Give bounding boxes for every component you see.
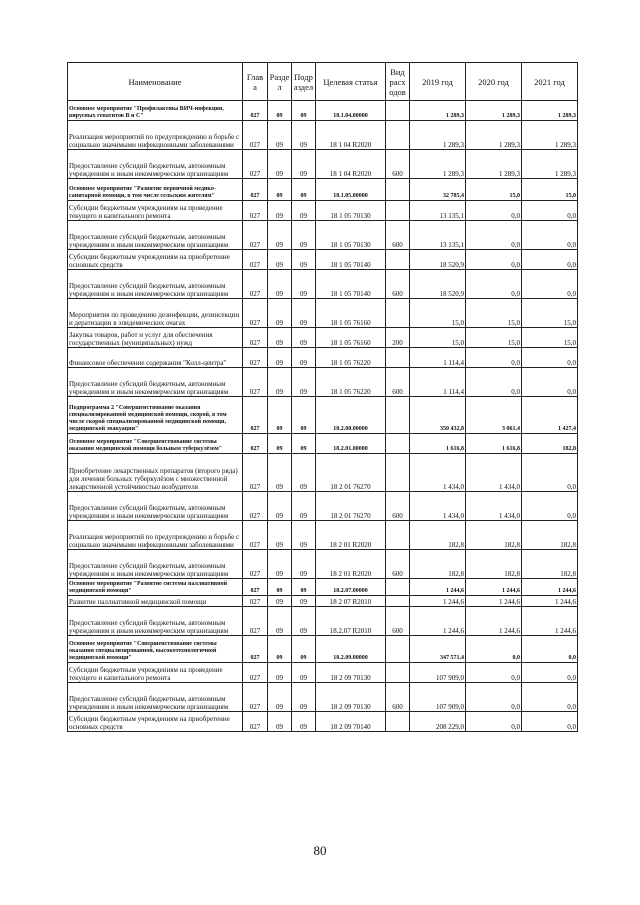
cell-name: Предоставление субсидий бюджетным, автономным учреждениям и иным некоммерческим организациям	[68, 221, 243, 250]
cell-razdel: 09	[268, 607, 292, 636]
cell-podrazdel: 09	[292, 607, 316, 636]
cell-podrazdel: 09	[292, 397, 316, 434]
cell-razdel: 09	[268, 596, 292, 607]
cell-vid: 600	[386, 150, 410, 179]
table-row	[68, 579, 578, 596]
cell-2020: 15,0	[466, 179, 522, 201]
cell-vid	[386, 121, 410, 150]
cell-2021: 1 244,6	[522, 596, 578, 607]
cell-podrazdel: 09	[292, 712, 316, 732]
cell-2020: 1 434,0	[466, 454, 522, 492]
cell-2019: 107 909,0	[410, 683, 466, 712]
cell-razdel: 09	[268, 348, 292, 368]
cell-glava: 027	[243, 201, 268, 221]
cell-2019: 182,8	[410, 521, 466, 550]
cell-2019: 1 114,4	[410, 368, 466, 397]
cell-vid	[386, 712, 410, 732]
cell-target: 18.2.01.00000	[316, 434, 386, 454]
cell-2021: 0,0	[522, 348, 578, 368]
cell-podrazdel: 09	[292, 683, 316, 712]
cell-2021: 1 289,3	[522, 101, 578, 121]
table-body	[68, 101, 578, 732]
cell-glava: 027	[243, 663, 268, 683]
table-row	[68, 179, 578, 201]
cell-2020: 1 616,8	[466, 434, 522, 454]
cell-target: 18.2.07 R2010	[316, 607, 386, 636]
cell-name: Мероприятия по проведению дезинфекции, дезинсекции и дератизации в эпидемических очагах	[68, 299, 243, 328]
cell-name: Предоставление субсидий бюджетным, автономным учреждениям и иным некоммерческим организациям	[68, 683, 243, 712]
cell-podrazdel: 09	[292, 368, 316, 397]
cell-vid: 600	[386, 607, 410, 636]
cell-razdel: 09	[268, 521, 292, 550]
table-row	[68, 368, 578, 397]
cell-glava: 027	[243, 712, 268, 732]
cell-2020: 3 061,4	[466, 397, 522, 434]
cell-2019: 15,0	[410, 328, 466, 348]
cell-name: Подпрограмма 2 "Совершенствование оказания специализированной медицинской помощи, скорой, в том числе скорой специализированной медицинской помощи, медицинской эвакуации"	[68, 397, 243, 434]
cell-glava: 027	[243, 101, 268, 121]
cell-glava: 027	[243, 250, 268, 270]
cell-name: Основное мероприятие "Развитие системы паллиативной медицинской помощи"	[68, 579, 243, 596]
cell-podrazdel: 09	[292, 454, 316, 492]
cell-podrazdel: 09	[292, 663, 316, 683]
cell-2021: 1 289,3	[522, 150, 578, 179]
cell-podrazdel: 09	[292, 348, 316, 368]
cell-podrazdel: 09	[292, 328, 316, 348]
cell-2020: 0,0	[466, 712, 522, 732]
cell-glava: 027	[243, 270, 268, 299]
header-razdel: Разде л	[268, 63, 292, 101]
cell-vid	[386, 348, 410, 368]
table-row	[68, 150, 578, 179]
cell-glava: 027	[243, 368, 268, 397]
table-row	[68, 492, 578, 521]
cell-glava: 027	[243, 579, 268, 596]
cell-vid	[386, 454, 410, 492]
cell-2021: 15,0	[522, 328, 578, 348]
cell-razdel: 09	[268, 368, 292, 397]
cell-podrazdel: 09	[292, 636, 316, 663]
cell-2021: 1 427,4	[522, 397, 578, 434]
header-name: Наименование	[68, 63, 243, 101]
cell-2021: 0,0	[522, 221, 578, 250]
cell-2019: 1 244,6	[410, 579, 466, 596]
cell-glava: 027	[243, 121, 268, 150]
cell-glava: 027	[243, 521, 268, 550]
cell-podrazdel: 09	[292, 270, 316, 299]
cell-vid	[386, 179, 410, 201]
cell-2019: 1 244,6	[410, 596, 466, 607]
cell-name: Предоставление субсидий бюджетным, автономным учреждениям и иным некоммерческим организациям	[68, 550, 243, 579]
cell-podrazdel: 09	[292, 179, 316, 201]
cell-glava: 027	[243, 607, 268, 636]
cell-podrazdel: 09	[292, 250, 316, 270]
cell-target: 18.1.04.00000	[316, 101, 386, 121]
cell-razdel: 09	[268, 270, 292, 299]
cell-2020: 1 434,0	[466, 492, 522, 521]
cell-2021: 0,0	[522, 663, 578, 683]
cell-2019: 350 432,8	[410, 397, 466, 434]
cell-vid: 600	[386, 492, 410, 521]
cell-razdel: 09	[268, 550, 292, 579]
cell-2020: 1 289,3	[466, 150, 522, 179]
cell-target: 18 2 09 70130	[316, 663, 386, 683]
cell-vid	[386, 596, 410, 607]
cell-2021: 0,0	[522, 201, 578, 221]
cell-2020: 15,0	[466, 299, 522, 328]
cell-2021: 0,0	[522, 368, 578, 397]
cell-name: Основное мероприятие "Совершенствование системы оказания медицинской помощи больным туберкулёзом"	[68, 434, 243, 454]
table-row	[68, 221, 578, 250]
cell-target: 18 2 01 R2020	[316, 521, 386, 550]
cell-name: Предоставление субсидий бюджетным, автономным учреждениям и иным некоммерческим организациям	[68, 270, 243, 299]
cell-2019: 1 289,3	[410, 121, 466, 150]
cell-vid	[386, 663, 410, 683]
cell-name: Приобретение лекарственных препаратов (второго ряда) для лечения больных туберкулёзом с множественной лекарственной устойчивостью возбудителя	[68, 454, 243, 492]
cell-2021: 15,0	[522, 299, 578, 328]
cell-2019: 1 289,3	[410, 150, 466, 179]
cell-podrazdel: 09	[292, 150, 316, 179]
cell-2020: 1 244,6	[466, 596, 522, 607]
cell-name: Основное мероприятие "Совершенствование системы оказания специализированной, высокотехнологичной медицинской помощи"	[68, 636, 243, 663]
cell-2020: 182,8	[466, 521, 522, 550]
cell-glava: 027	[243, 492, 268, 521]
cell-2020: 0,0	[466, 348, 522, 368]
table-row	[68, 521, 578, 550]
cell-target: 18 1 05 76220	[316, 368, 386, 397]
cell-razdel: 09	[268, 201, 292, 221]
cell-glava: 027	[243, 397, 268, 434]
cell-vid	[386, 636, 410, 663]
cell-2020: 1 244,6	[466, 607, 522, 636]
cell-name: Финансовое обеспечение содержания "Колл-центра"	[68, 348, 243, 368]
cell-2020: 1 244,6	[466, 579, 522, 596]
cell-name: Предоставление субсидий бюджетным, автономным учреждениям и иным некоммерческим организациям	[68, 368, 243, 397]
cell-2021: 0,0	[522, 454, 578, 492]
cell-2019: 107 909,0	[410, 663, 466, 683]
cell-2021: 15,0	[522, 179, 578, 201]
cell-target: 18 2 09 70140	[316, 712, 386, 732]
header-2020: 2020 год	[466, 63, 522, 101]
cell-razdel: 09	[268, 492, 292, 521]
cell-razdel: 09	[268, 121, 292, 150]
cell-name: Реализация мероприятий по предупреждению и борьбе с социально значимыми инфекционными заболеваниями	[68, 121, 243, 150]
cell-target: 18 2 01 R2020	[316, 550, 386, 579]
cell-2021: 182,8	[522, 434, 578, 454]
cell-2019: 13 135,1	[410, 221, 466, 250]
cell-target: 18 1 05 70130	[316, 201, 386, 221]
cell-2019: 347 571,4	[410, 636, 466, 663]
cell-2019: 1 616,8	[410, 434, 466, 454]
cell-name: Основное мероприятие "Развитие первичной медико-санитарной помощи, в том числе сельским жителям"	[68, 179, 243, 201]
cell-2021: 0,0	[522, 683, 578, 712]
cell-name: Основное мероприятие "Профилактика ВИЧ-инфекции, вирусных гепатитов В и С"	[68, 101, 243, 121]
cell-vid	[386, 250, 410, 270]
cell-target: 18 1 05 76160	[316, 299, 386, 328]
table-row	[68, 434, 578, 454]
cell-2019: 32 785,4	[410, 179, 466, 201]
cell-podrazdel: 09	[292, 201, 316, 221]
cell-2019: 182,8	[410, 550, 466, 579]
cell-glava: 027	[243, 299, 268, 328]
cell-razdel: 09	[268, 299, 292, 328]
header-glava: Глав а	[243, 63, 268, 101]
cell-podrazdel: 09	[292, 550, 316, 579]
cell-2020: 1 289,3	[466, 101, 522, 121]
table-row	[68, 121, 578, 150]
cell-podrazdel: 09	[292, 434, 316, 454]
table-row	[68, 348, 578, 368]
cell-name: Закупка товаров, работ и услуг для обеспечения государственных (муниципальных) нужд	[68, 328, 243, 348]
table-row	[68, 201, 578, 221]
cell-name: Реализация мероприятий по предупреждению и борьбе с социально значимыми инфекционными заболеваниями	[68, 521, 243, 550]
cell-razdel: 09	[268, 179, 292, 201]
cell-2021: 0,0	[522, 636, 578, 663]
cell-2021: 1 289,3	[522, 121, 578, 150]
cell-target: 18 2 09 70130	[316, 683, 386, 712]
cell-target: 18 1 05 70140	[316, 270, 386, 299]
cell-vid: 200	[386, 328, 410, 348]
cell-2020: 182,8	[466, 550, 522, 579]
cell-target: 18 1 04 R2020	[316, 121, 386, 150]
cell-vid: 600	[386, 550, 410, 579]
cell-2020: 0,0	[466, 270, 522, 299]
cell-2019: 18 520,9	[410, 270, 466, 299]
cell-target: 18 2 01 76270	[316, 492, 386, 521]
cell-vid: 600	[386, 270, 410, 299]
cell-glava: 027	[243, 328, 268, 348]
cell-2021: 0,0	[522, 250, 578, 270]
cell-2020: 0,0	[466, 201, 522, 221]
cell-podrazdel: 09	[292, 121, 316, 150]
cell-podrazdel: 09	[292, 521, 316, 550]
cell-2019: 15,0	[410, 299, 466, 328]
cell-2020: 0,0	[466, 663, 522, 683]
table-row	[68, 596, 578, 607]
cell-2021: 0,0	[522, 712, 578, 732]
table-row	[68, 101, 578, 121]
cell-target: 18 1 05 70130	[316, 221, 386, 250]
cell-2020: 15,0	[466, 328, 522, 348]
header-2019: 2019 год	[410, 63, 466, 101]
cell-vid: 600	[386, 683, 410, 712]
table-row	[68, 270, 578, 299]
cell-glava: 027	[243, 348, 268, 368]
cell-2020: 0,0	[466, 221, 522, 250]
cell-2020: 1 289,3	[466, 121, 522, 150]
cell-razdel: 09	[268, 328, 292, 348]
cell-2019: 1 289,3	[410, 101, 466, 121]
cell-target: 18 2 01 76270	[316, 454, 386, 492]
cell-2019: 1 434,0	[410, 492, 466, 521]
cell-vid	[386, 579, 410, 596]
cell-2019: 1 244,6	[410, 607, 466, 636]
cell-glava: 027	[243, 550, 268, 579]
cell-razdel: 09	[268, 579, 292, 596]
cell-podrazdel: 09	[292, 579, 316, 596]
cell-2019: 1 114,4	[410, 348, 466, 368]
cell-2019: 13 135,1	[410, 201, 466, 221]
table-row	[68, 250, 578, 270]
cell-2020: 0,0	[466, 636, 522, 663]
cell-glava: 027	[243, 221, 268, 250]
cell-vid	[386, 434, 410, 454]
cell-name: Субсидии бюджетным учреждениям на приобретение основных средств	[68, 712, 243, 732]
header-2021: 2021 год	[522, 63, 578, 101]
cell-podrazdel: 09	[292, 492, 316, 521]
cell-target: 18 1 04 R2020	[316, 150, 386, 179]
cell-target: 18.2.00.00000	[316, 397, 386, 434]
cell-podrazdel: 09	[292, 101, 316, 121]
cell-razdel: 09	[268, 101, 292, 121]
cell-2021: 0,0	[522, 270, 578, 299]
cell-vid	[386, 101, 410, 121]
cell-target: 18.2.09.00000	[316, 636, 386, 663]
cell-razdel: 09	[268, 636, 292, 663]
cell-razdel: 09	[268, 712, 292, 732]
cell-vid: 600	[386, 368, 410, 397]
cell-2021: 0,0	[522, 492, 578, 521]
cell-2020: 0,0	[466, 250, 522, 270]
cell-razdel: 09	[268, 397, 292, 434]
cell-glava: 027	[243, 179, 268, 201]
cell-vid	[386, 521, 410, 550]
cell-name: Предоставление субсидий бюджетным, автономным учреждениям и иным некоммерческим организациям	[68, 492, 243, 521]
cell-name: Субсидии бюджетным учреждениям на проведение текущего и капитального ремонта	[68, 663, 243, 683]
table-row	[68, 299, 578, 328]
cell-2019: 1 434,0	[410, 454, 466, 492]
cell-2020: 0,0	[466, 683, 522, 712]
cell-target: 18.2.07.00000	[316, 579, 386, 596]
cell-razdel: 09	[268, 221, 292, 250]
cell-vid	[386, 299, 410, 328]
cell-razdel: 09	[268, 434, 292, 454]
cell-glava: 027	[243, 683, 268, 712]
cell-glava: 027	[243, 454, 268, 492]
header-vid: Вид расх одов	[386, 63, 410, 101]
header-target: Целевая статья	[316, 63, 386, 101]
header-row	[68, 63, 578, 101]
cell-podrazdel: 09	[292, 596, 316, 607]
cell-name: Субсидии бюджетным учреждениям на приобретение основных средств	[68, 250, 243, 270]
cell-target: 18 1 05 76160	[316, 328, 386, 348]
cell-razdel: 09	[268, 250, 292, 270]
table-row	[68, 454, 578, 492]
table-row	[68, 636, 578, 663]
cell-name: Предоставление субсидий бюджетным, автономным учреждениям и иным некоммерческим организациям	[68, 607, 243, 636]
cell-2021: 1 244,6	[522, 607, 578, 636]
table-row	[68, 712, 578, 732]
cell-glava: 027	[243, 150, 268, 179]
cell-podrazdel: 09	[292, 221, 316, 250]
cell-razdel: 09	[268, 150, 292, 179]
cell-target: 18 1 05 70140	[316, 250, 386, 270]
cell-2021: 1 244,6	[522, 579, 578, 596]
cell-2021: 182,8	[522, 550, 578, 579]
cell-glava: 027	[243, 434, 268, 454]
cell-name: Предоставление субсидий бюджетным, автономным учреждениям и иным некоммерческим организациям	[68, 150, 243, 179]
table-row	[68, 607, 578, 636]
table-row	[68, 397, 578, 434]
cell-vid	[386, 397, 410, 434]
header-podrazdel: Подр аздел	[292, 63, 316, 101]
cell-target: 18.1.05.00000	[316, 179, 386, 201]
page-number: 80	[313, 843, 327, 858]
cell-vid: 600	[386, 221, 410, 250]
cell-razdel: 09	[268, 663, 292, 683]
table-row	[68, 663, 578, 683]
cell-glava: 027	[243, 636, 268, 663]
cell-razdel: 09	[268, 683, 292, 712]
cell-glava: 027	[243, 596, 268, 607]
cell-name: Субсидии бюджетным учреждениям на проведение текущего и капитального ремонта	[68, 201, 243, 221]
cell-2019: 18 520,9	[410, 250, 466, 270]
cell-razdel: 09	[268, 454, 292, 492]
cell-podrazdel: 09	[292, 299, 316, 328]
cell-name: Развитие паллиативной медицинской помощи	[68, 596, 243, 607]
cell-target: 18 2 07 R2010	[316, 596, 386, 607]
table-row	[68, 550, 578, 579]
budget-table	[67, 62, 578, 732]
cell-vid	[386, 201, 410, 221]
table-row	[68, 683, 578, 712]
cell-target: 18 1 05 76220	[316, 348, 386, 368]
table-row	[68, 328, 578, 348]
cell-2020: 0,0	[466, 368, 522, 397]
cell-2021: 182,8	[522, 521, 578, 550]
cell-2019: 208 229,0	[410, 712, 466, 732]
